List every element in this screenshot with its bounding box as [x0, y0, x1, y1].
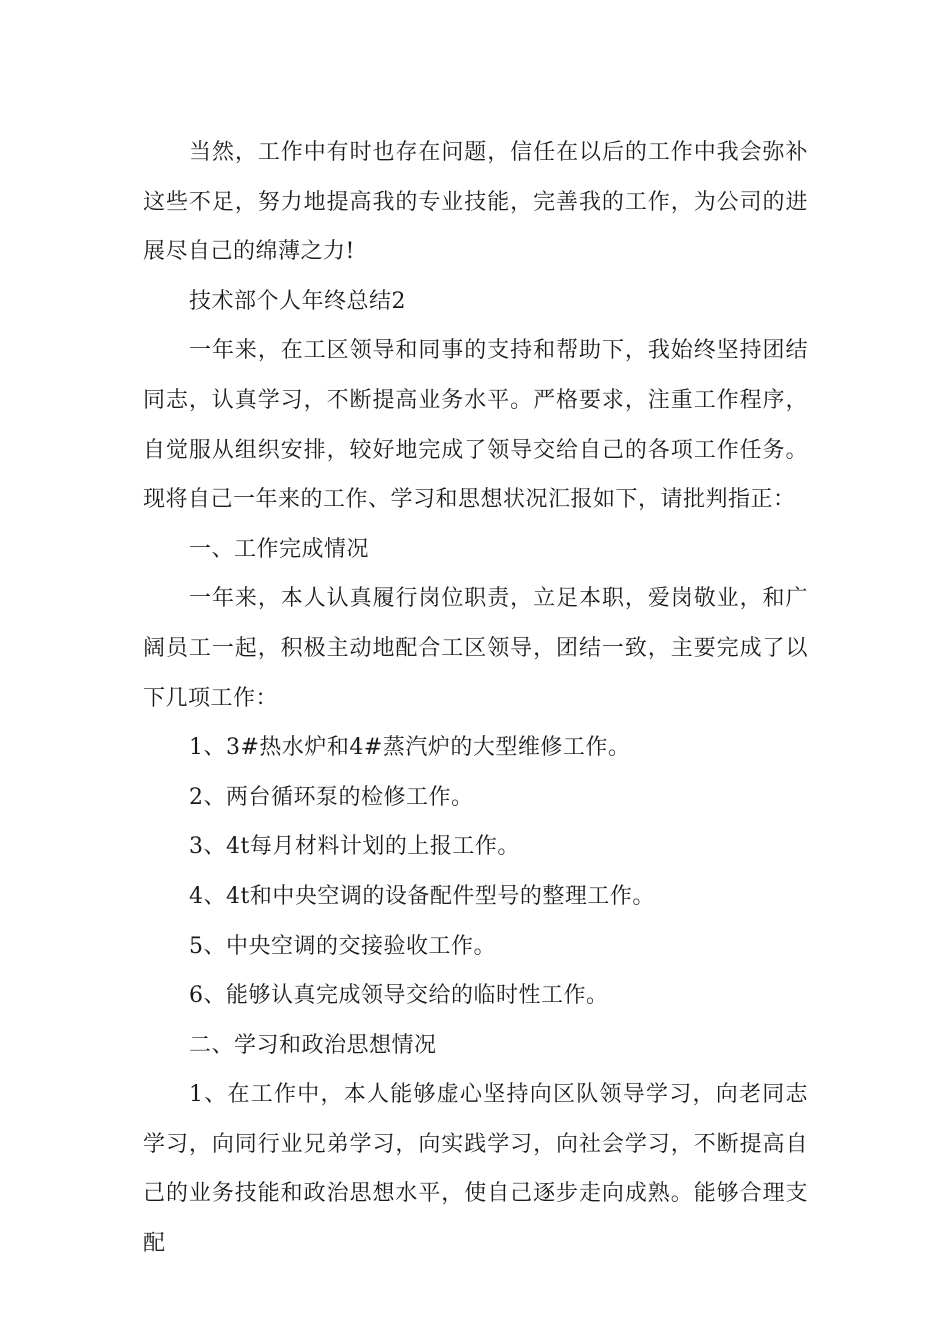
heading-study-politics: 二、学习和政治思想情况	[189, 1032, 437, 1058]
paragraph-conclusion: 当然，工作中有时也存在问题，信任在以后的工作中我会弥补这些不足，努力地提高我的专业技能，完善我的工作，为公司的进展尽自己的绵薄之力!	[143, 140, 808, 265]
list-item: 6、能够认真完成领导交给的临时性工作。	[189, 983, 609, 1009]
section-title: 技术部个人年终总结2	[189, 288, 406, 314]
paragraph-intro: 一年来，在工区领导和同事的支持和帮助下，我始终坚持团结同志，认真学习，不断提高业务水平。严格要求，注重工作程序，自觉服从组织安排，较好地完成了领导交给自己的各项工作任务。现将自己一年来的工作、学习和思想状况汇报如下，请批判指正：	[143, 338, 808, 513]
paragraph-study: 1、在工作中，本人能够虚心坚持向区队领导学习，向老同志学习，向同行业兄弟学习，向实践学习，向社会学习，不断提高自己的业务技能和政治思想水平，使自己逐步走向成熟。能够合理支配	[143, 1082, 808, 1257]
paragraph-work-summary: 一年来，本人认真履行岗位职责，立足本职，爱岗敬业，和广阔员工一起，积极主动地配合工区领导，团结一致，主要完成了以下几项工作：	[143, 586, 808, 711]
list-item: 3、4t每月材料计划的上报工作。	[189, 834, 520, 860]
list-item: 5、中央空调的交接验收工作。	[189, 933, 496, 959]
list-item: 4、4t和中央空调的设备配件型号的整理工作。	[189, 883, 655, 909]
heading-work-completion: 一、工作完成情况	[189, 536, 370, 562]
list-item: 2、两台循环泵的检修工作。	[189, 784, 474, 810]
document-body	[143, 128, 808, 1269]
list-item: 1、3#热水炉和4#蒸汽炉的大型维修工作。	[189, 735, 631, 761]
